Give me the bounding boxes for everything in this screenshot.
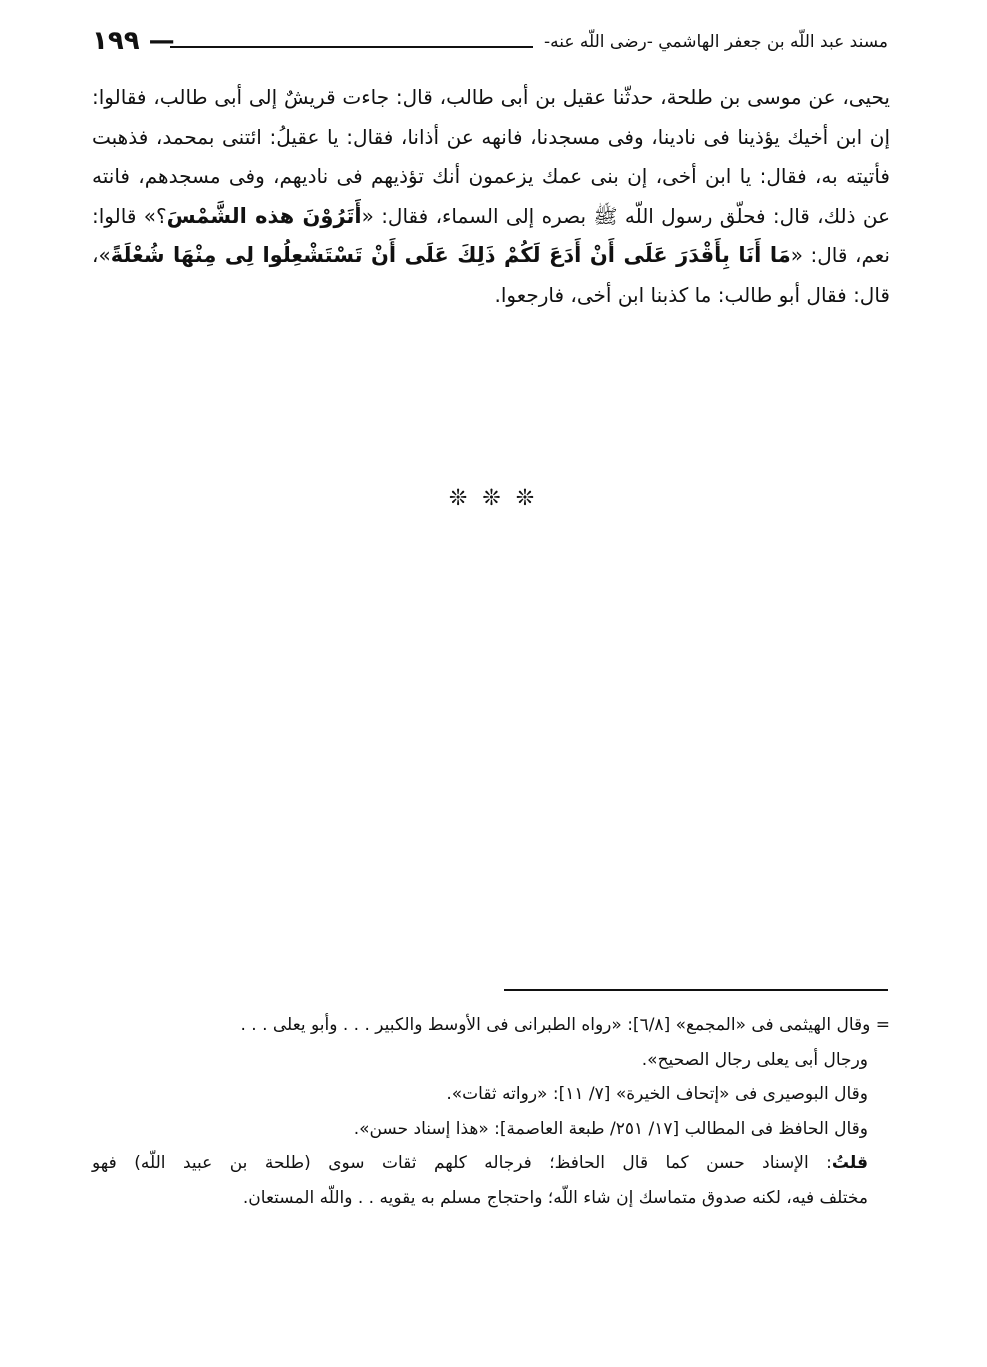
footnote-line-5-text: : الإسناد حسن كما قال الحافظ؛ فرجاله كلهم ثقات سوى (طلحة بن عبيد اللّه) فهو bbox=[92, 1153, 832, 1173]
running-header-title: مسند عبد اللّه بن جعفر الهاشمي -رضى اللّه عنه- bbox=[543, 32, 888, 52]
footnote-line-2: ورجال أبى يعلى رجال الصحيح». bbox=[641, 1049, 868, 1070]
body-text-part-1: يحيى، عن موسى بن طلحة، حدثّنا عقيل بن أبى طالب، قال: جاءت قريشٌ إلى أبى طالب، فقالوا: إن ابن أخيك يؤذينا فى نادينا، وفى مسجدنا، فانهه عن أذانا، فقال: يا عقيلُ: ائتنى بمحمد، فذهبت فأتيته به، فقال: يا ابن أخى، إن بنى عمك يزعمون أنك تؤذيهم فى ناديهم، وفى مسجدهم، فانته عن ذلك، قال: فحلّق رسول اللّه ﷺ بصره إلى السماء، فقال: « bbox=[92, 85, 890, 228]
hadith-quote-1: أَتَرُوْنَ هذه الشَّمْسَ bbox=[166, 203, 362, 228]
footnotes bbox=[92, 1008, 890, 1215]
page-number: — ١٩٩ bbox=[92, 26, 175, 56]
main-body-text bbox=[92, 78, 890, 316]
footnote-line-6: مختلف فيه، لكنه صدوق متماسك إن شاء اللّه؛ واحتجاج مسلم به يقويه . . واللّه المستعان. bbox=[242, 1187, 868, 1208]
footnote-line-3: وقال البوصيرى فى «إتحاف الخيرة» [٧/ ١١]: «رواته ثقات». bbox=[446, 1084, 868, 1104]
hadith-quote-2: مَا أَنَا بِأَقْدَرَ عَلَى أَنْ أَدَعَ لَكُمْ ذَلِكَ عَلَى أَنْ تَسْتَشْعِلُوا لِى مِنْهَا شُعْلَةً bbox=[110, 243, 791, 268]
body-text-part-3: »، قال: فقال أبو طالب: ما كذبنا ابن أخى، فارجعوا. bbox=[92, 243, 890, 307]
footnote-line-1: = وقال الهيثمى فى «المجمع» [٦/٨]: «رواه الطبرانى فى الأوسط والكبير . . . وأبو يعلى . . . bbox=[240, 1015, 890, 1035]
body-text-part-2: ؟» قالوا: نعم، قال: « bbox=[92, 203, 890, 268]
footnote-lead-word: قلتُ bbox=[831, 1153, 868, 1173]
footnote-rule bbox=[504, 989, 888, 991]
footnote-line-4: وقال الحافظ فى المطالب [١٧/ ٢٥١/ طبعة العاصمة]: «هذا إسناد حسن». bbox=[353, 1118, 868, 1139]
section-separator: ❊ ❊ ❊ bbox=[448, 486, 539, 511]
page-header bbox=[92, 26, 888, 66]
footnote-line-5 bbox=[92, 1146, 890, 1181]
header-rule bbox=[170, 46, 533, 48]
